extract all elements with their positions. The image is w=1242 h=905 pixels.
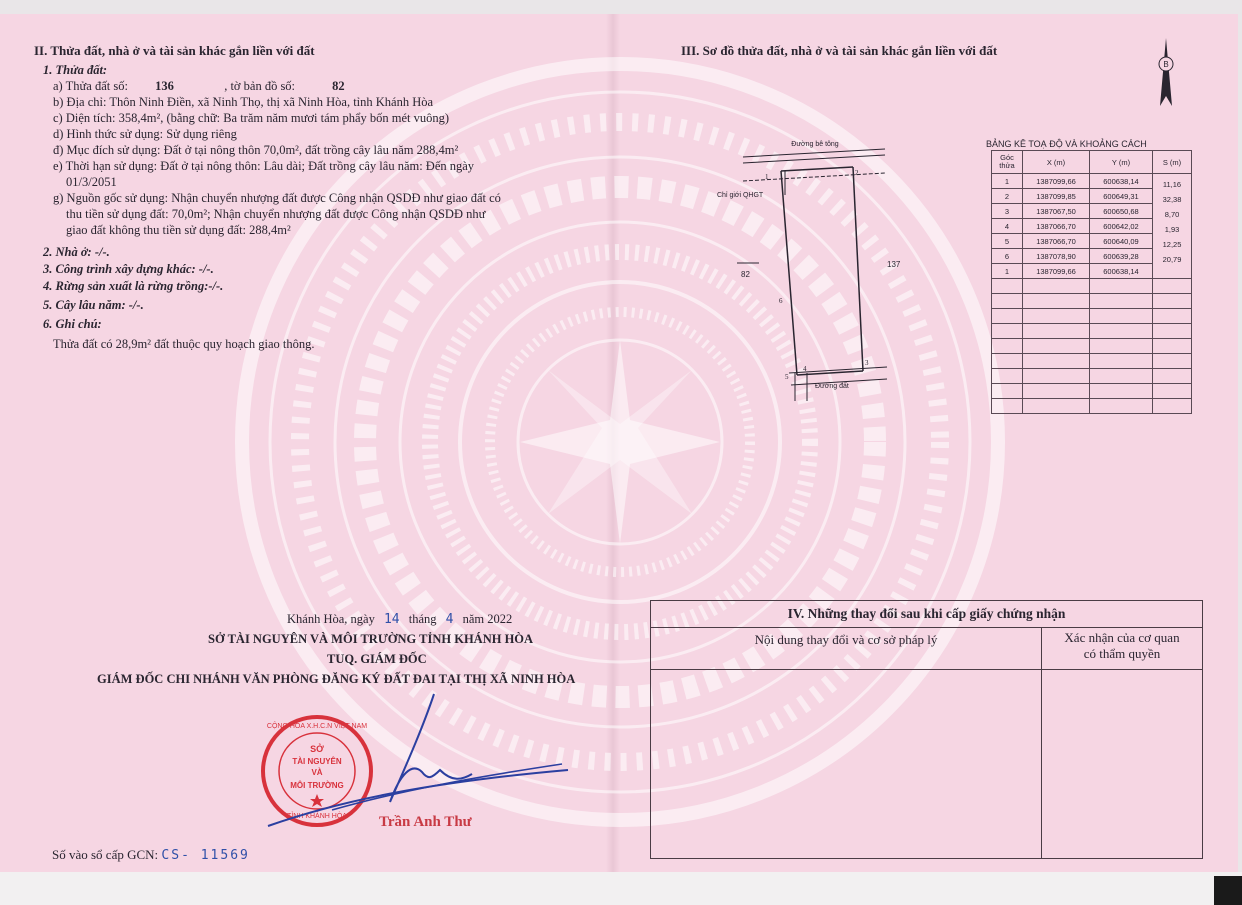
empty-row [992,369,1192,384]
empty-row [992,399,1192,414]
row-y: 600638,14 [1090,264,1153,279]
notes-title: 6. Ghi chú: [43,317,102,331]
table-row [992,219,1192,234]
date-year: năm 2022 [462,612,513,626]
origin-line-2: thu tiền sử dụng đất: 70,0m²; Nhận chuyển nhượng đất được Công nhận QSDĐ như [66,207,486,221]
row-x: 1387078,90 [1023,249,1090,264]
house-line: 2. Nhà ở: -/-. [43,245,110,259]
empty-row [992,309,1192,324]
section-iv-title: IV. Những thay đổi sau khi cấp giấy chứng nhận [651,601,1203,628]
empty-row [992,294,1192,309]
point-6: 6 [779,297,783,305]
seal-line-1: SỞ [310,744,324,754]
empty-row [992,324,1192,339]
date-prefix: Khánh Hòa, ngày [287,612,375,626]
empty-row [992,384,1192,399]
parcel-line [53,79,345,93]
parcel-diagram [715,135,915,410]
section-ii-title: II. Thửa đất, nhà ở và tài sản khác gắn liền với đất [34,43,315,58]
confirm-header-line-1: Xác nhận của cơ quan [1064,630,1180,645]
parcel-number: 136 [155,79,174,93]
row-x: 1387099,66 [1023,174,1090,189]
row-y: 600638,14 [1090,174,1153,189]
confirm-header-line-2: có thẩm quyền [1083,646,1161,661]
map-label: , tờ bản đồ số: [224,79,296,93]
row-corner: 1 [992,174,1023,189]
forest-line: 4. Rừng sản xuất là rừng trồng:-/-. [43,279,224,293]
date-month-label: tháng [408,612,437,626]
bottom-margin [0,872,1242,905]
seal-bottom-text: TỈNH KHÁNH HÒA [287,813,347,820]
changes-content-cell [651,670,1042,859]
seal-outer-text: CỘNG HÒA X.H.C.N VIỆT NAM [266,723,368,730]
item1-title: 1. Thửa đất: [43,63,108,77]
coords-table [991,150,1192,414]
row-y: 600649,31 [1090,189,1153,204]
distance: 12,25 [1153,234,1192,249]
page-fold [606,14,620,872]
director-title: GIÁM ĐỐC CHI NHÁNH VĂN PHÒNG ĐĂNG KÝ ĐẤT ĐAI TẠI THỊ XÃ NINH HÒA [97,672,576,686]
table-row [992,234,1192,249]
col-s: S (m) [1153,151,1192,174]
signature [262,690,582,830]
department-name: SỞ TÀI NGUYÊN VÀ MÔI TRƯỜNG TỈNH KHÁNH HÒA [208,632,534,646]
usage-form-line: d) Hình thức sử dụng: Sử dụng riêng [53,127,237,141]
row-y: 600642,02 [1090,219,1153,234]
row-y: 600650,68 [1090,204,1153,219]
right-parcel-label: 137 [887,260,901,269]
gcn-label: Số vào sổ cấp GCN: [52,847,159,862]
changes-confirm-cell [1042,670,1203,859]
map-number: 82 [332,79,345,93]
point-1: 1 [765,173,769,181]
distance-empty [1153,264,1192,279]
row-x: 1387066,70 [1023,219,1090,234]
row-y: 600639,28 [1090,249,1153,264]
gcn-value: CS- 11569 [161,848,250,863]
distance: 32,38 [1153,189,1192,204]
left-parcel-label: 82 [741,270,750,279]
point-4: 4 [803,365,807,373]
point-3: 3 [865,359,869,367]
point-2: 2 [855,169,859,177]
row-x: 1387099,66 [1023,264,1090,279]
row-corner: 4 [992,219,1023,234]
point-5: 5 [785,373,789,381]
purpose-line: đ) Mục đích sử dụng: Đất ở tại nông thôn 70,0m², đất trồng cây lâu năm 288,4m² [53,143,459,157]
parcel-label: a) Thửa đất số: [53,79,128,93]
row-corner: 1 [992,264,1023,279]
table-row [992,189,1192,204]
origin-line-1: g) Nguồn gốc sử dụng: Nhận chuyển nhượng đất được Công nhận QSDĐ như giao đất có [53,191,501,205]
changes-table [650,600,1203,859]
changes-content-header: Nội dung thay đổi và cơ sở pháp lý [651,628,1042,670]
area-line: c) Diện tích: 358,4m², (bằng chữ: Ba trăm năm mươi tám phẩy bốn mét vuông) [53,111,450,125]
row-x: 1387067,50 [1023,204,1090,219]
row-x: 1387099,85 [1023,189,1090,204]
note-text: Thửa đất có 28,9m² đất thuộc quy hoạch giao thông. [53,337,315,351]
col-x: X (m) [1023,151,1090,174]
scan-edge [1214,876,1242,905]
seal-line-2: TÀI NGUYÊN [292,757,342,766]
empty-row [992,354,1192,369]
construction-line: 3. Công trình xây dựng khác: -/-. [43,262,214,276]
row-corner: 6 [992,249,1023,264]
north-label: B [1163,60,1169,69]
col-corner: Góc thửa [992,151,1023,174]
coords-table-title: BẢNG KÊ TOẠ ĐỘ VÀ KHOẢNG CÁCH [986,139,1147,149]
table-row [992,264,1192,279]
empty-row [992,339,1192,354]
row-y: 600640,09 [1090,234,1153,249]
qhgt-label: Chỉ giới QHGT [717,192,764,199]
road-top-label: Đường bê tông [791,141,839,148]
distance: 8,70 [1153,204,1192,219]
row-corner: 2 [992,189,1023,204]
tuq-title: TUQ. GIÁM ĐỐC [327,652,427,666]
signer-name: Trần Anh Thư [379,814,472,830]
row-x: 1387066,70 [1023,234,1090,249]
origin-line-3: giao đất không thu tiền sử dụng đất: 288,4m² [66,223,291,237]
term-line-1: e) Thời hạn sử dụng: Đất ở tại nông thôn: Lâu dài; Đất trồng cây lâu năm: Đến ngày [53,159,475,173]
address-line: b) Địa chỉ: Thôn Ninh Điền, xã Ninh Thọ, thị xã Ninh Hòa, tỉnh Khánh Hòa [53,95,434,109]
term-line-2: 01/3/2051 [66,175,117,189]
distance: 20,79 [1153,249,1192,264]
table-row [992,249,1192,264]
section-iii-title: III. Sơ đồ thửa đất, nhà ở và tài sản khác gắn liền với đất [681,43,998,58]
issue-date [287,612,512,627]
distance: 1,93 [1153,219,1192,234]
seal-line-3: VÀ [311,768,323,777]
table-row [992,174,1192,189]
distance: 11,16 [1153,174,1192,189]
perennial-line: 5. Cây lâu năm: -/-. [43,298,144,312]
changes-confirm-header [1042,628,1203,670]
row-corner: 5 [992,234,1023,249]
date-day: 14 [383,612,400,627]
seal-line-4: MÔI TRƯỜNG [290,781,344,790]
road-bottom-label: Đường đất [815,383,849,390]
empty-row [992,279,1192,294]
gcn-number-line [52,848,250,863]
table-row [992,204,1192,219]
north-arrow-icon [1155,36,1177,112]
col-y: Y (m) [1090,151,1153,174]
date-month: 4 [445,612,454,627]
row-corner: 3 [992,204,1023,219]
